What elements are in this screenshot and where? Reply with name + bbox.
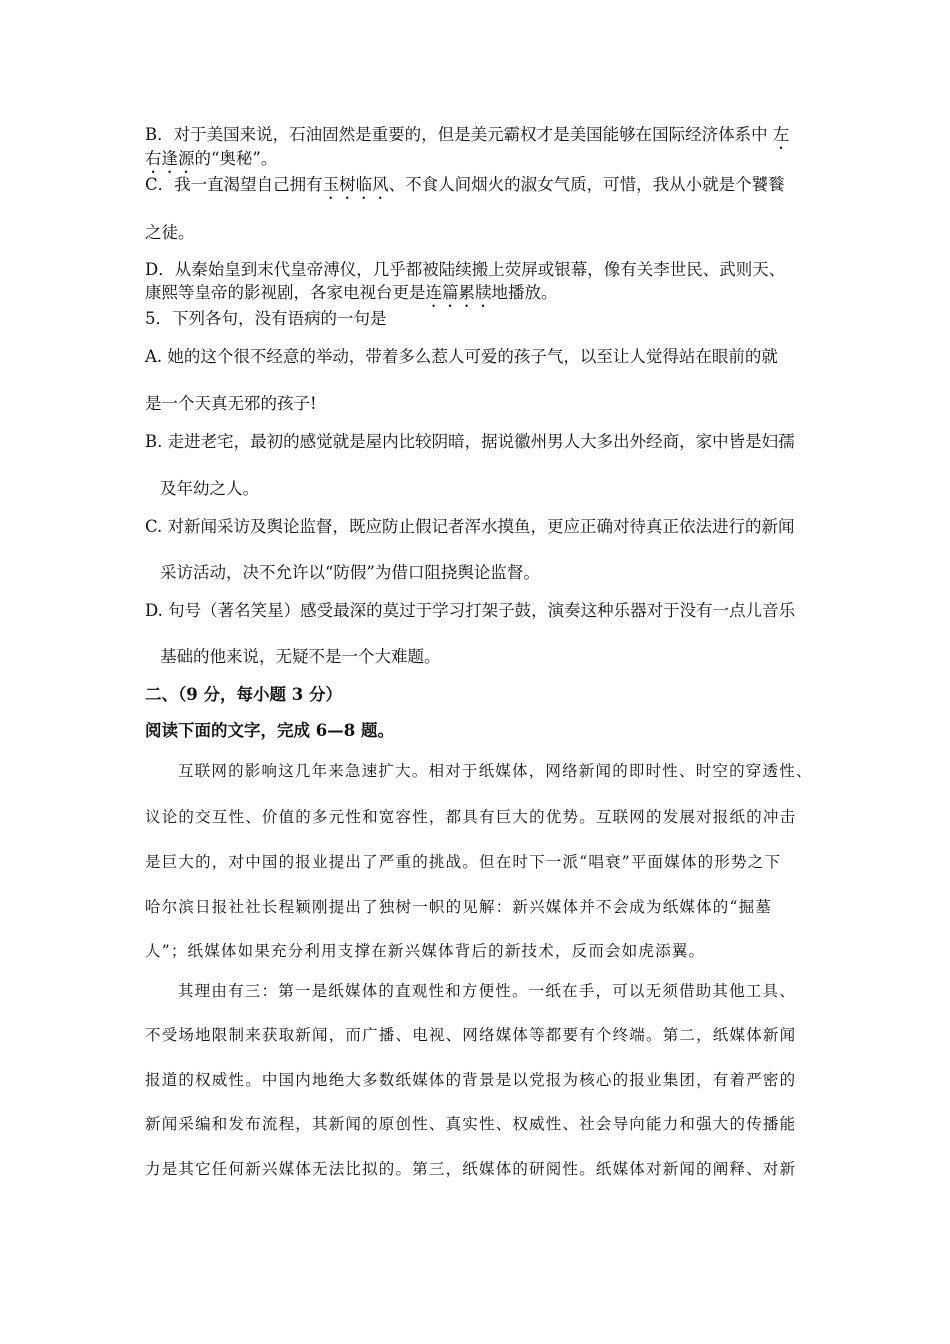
q4-option-d-text: 康熙等皇帝的影视剧，各家电视台更是 xyxy=(145,283,426,302)
q4-option-d-text: 地播放。 xyxy=(491,283,558,302)
passage-p1-line4: 哈尔滨日报社社长程颖刚提出了独树一帜的见解：新兴媒体并不会成为纸媒体的“掘墓 xyxy=(145,898,773,916)
q4-option-d-line2 xyxy=(145,282,558,311)
q5-option-c-line2: 采访活动，决不允许以“防假”为借口阻挠舆论监督。 xyxy=(160,563,540,582)
q4-option-c-text: C．我一直渴望自己拥有 xyxy=(145,175,323,194)
section-heading: 二、（9 分，每小题 3 分） xyxy=(145,685,342,704)
passage-p2-line5: 力是其它任何新兴媒体无法比拟的。第三，纸媒体的研阅性。纸媒体对新闻的阐释、对新 xyxy=(145,1160,797,1178)
q5-stem: 5．下列各句，没有语病的一句是 xyxy=(145,309,387,328)
q5-option-d-line2: 基础的他来说，无疑不是一个大难题。 xyxy=(160,647,441,666)
q5-option-d-line1: D. 句号（著名笑星）感受最深的莫过于学习打架子鼓，演奏这种乐器对于没有一点儿音乐 xyxy=(145,601,796,620)
passage-p1-line5: 人”；纸媒体如果充分利用支撑在新兴媒体背后的新技术，反而会如虎添翼。 xyxy=(145,942,706,960)
q5-option-b-line2: 及年幼之人。 xyxy=(160,479,259,498)
passage-p1-line3: 是巨大的，对中国的报业提出了严重的挑战。但在时下一派“唱衰”平面媒体的形势之下 xyxy=(145,853,782,871)
passage-p2-line4: 新闻采编和发布流程，其新闻的原创性、真实性、权威性、社会导向能力和强大的传播能 xyxy=(145,1115,797,1133)
passage-p2-line3: 报道的权威性。中国内地绝大多数纸媒体的背景是以党报为核心的报业集团，有着严密的 xyxy=(145,1071,797,1089)
passage-p2-line2: 不受场地限制来获取新闻，而广播、电视、网络媒体等都要有个终端。第二，纸媒体新闻 xyxy=(145,1026,797,1044)
q4-option-c-text: 、不食人间烟火的淑女气质，可惜，我从小就是个饕餮 xyxy=(388,175,785,194)
q4-option-b-text: B．对于美国来说，石油固然是重要的，但是美元霸权才是美国能够在国际经济体系中 xyxy=(145,125,773,144)
reading-instruction: 阅读下面的文字，完成 6—8 题。 xyxy=(145,721,394,740)
emphasis-dotted-text: 左 xyxy=(772,125,790,144)
q4-option-c-line2: 之徒。 xyxy=(145,223,195,242)
emphasis-dotted-text: 玉树临风 xyxy=(322,175,389,194)
q5-option-a-line1: A. 她的这个很不经意的举动，带着多么惹人可爱的孩子气，以至让人觉得站在眼前的就 xyxy=(145,347,778,366)
q5-option-a-line2: 是一个天真无邪的孩子! xyxy=(145,394,317,413)
q4-option-c-line1 xyxy=(145,174,785,203)
q4-option-d-line1: D．从秦始皇到末代皇帝溥仪，几乎都被陆续搬上荧屏或银幕，像有关李世民、武则天、 xyxy=(145,260,786,279)
q5-option-b-line1: B. 走进老宅，最初的感觉就是屋内比较阴暗，据说徽州男人大多出外经商，家中皆是妇孺 xyxy=(145,432,795,451)
q4-option-b-text: 的“奥秘”。 xyxy=(194,149,278,168)
emphasis-dotted-text: 右逢源 xyxy=(145,149,195,168)
emphasis-dotted-text: 连篇累牍 xyxy=(425,283,492,302)
passage-p2-line1: 其理由有三：第一是纸媒体的直观性和方便性。一纸在手，可以无须借助其他工具、 xyxy=(178,982,796,1000)
q5-option-c-line1: C. 对新闻采访及舆论监督，既应防止假记者浑水摸鱼，更应正确对待真正依法进行的新闻 xyxy=(145,517,795,536)
passage-p1-line2: 议论的交互性、价值的多元性和宽容性，都具有巨大的优势。互联网的发展对报纸的冲击 xyxy=(145,808,797,826)
q4-option-b-line2 xyxy=(145,148,277,177)
passage-p1-line1: 互联网的影响这几年来急速扩大。相对于纸媒体，网络新闻的即时性、时空的穿透性、 xyxy=(178,762,813,780)
